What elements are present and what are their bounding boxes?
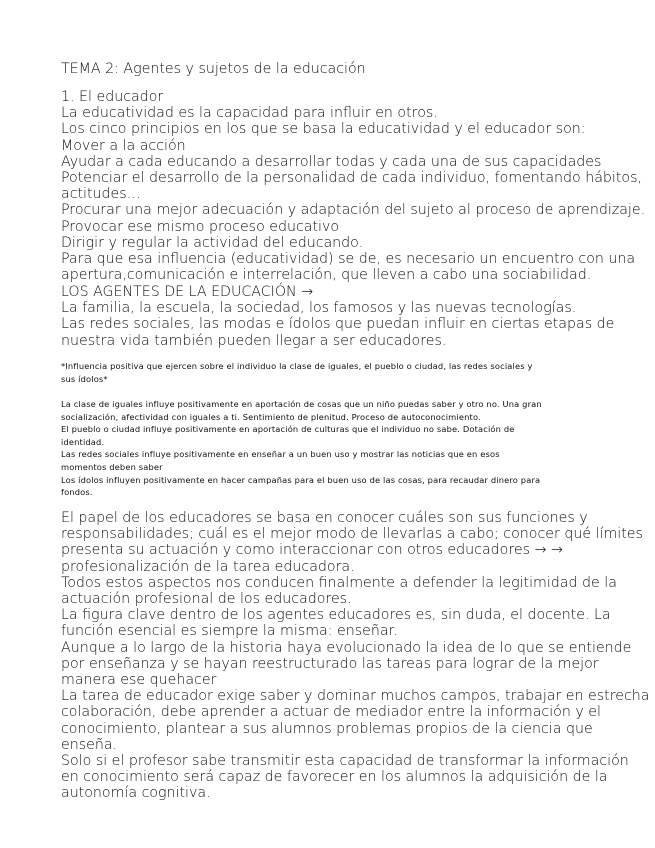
detail-line: Los ídolos influyen positivamente en hacer campañas para el buen uso de las cosas, para recaudar dinero para — [61, 474, 541, 485]
detail-line: La clase de iguales influye positivamente en aportación de cosas que un niño puedas saber y otro no. Una gran — [61, 399, 542, 409]
text-line: Los cinco principios en los que se basa la educatividad y el educador son: — [61, 121, 586, 138]
text-line: conocimiento, plantear a sus alumnos problemas propios de la ciencia que — [61, 720, 593, 737]
text-line: manera ese quehacer — [61, 672, 217, 689]
text-line: Aunque a lo largo de la historia haya evolucionado la idea de lo que se entiende — [61, 639, 632, 656]
text-line: profesionalización de la tarea educadora. — [61, 558, 355, 575]
text-line: Ayudar a cada educando a desarrollar todas y cada una de sus capacidades — [61, 153, 602, 170]
note-line: sus ídolos* — [61, 373, 108, 384]
note-block — [61, 360, 591, 385]
section-heading: LOS AGENTES DE LA EDUCACIÓN → — [61, 284, 314, 300]
text-line: Provocar ese mismo proceso educativo — [61, 218, 340, 235]
text-line: Mover a la acción — [61, 137, 186, 154]
section-heading: 1. El educador — [61, 89, 164, 105]
text-line: La tarea de educador exige saber y dominar muchos campos, trabajar en estrecha — [61, 688, 650, 705]
note-line: *Influencia positiva que ejercen sobre el individuo la clase de iguales, el pueblo o ciudad, las redes sociales y — [61, 361, 533, 371]
detail-line: momentos deben saber — [61, 461, 163, 472]
text-line: Potenciar el desarrollo de la personalidad de cada individuo, fomentando hábitos, — [61, 170, 643, 187]
detail-line: fondos. — [61, 487, 93, 498]
text-line: responsabilidades; cuál es el mejor modo de llevarlas a cabo; conocer qué límites — [61, 526, 643, 543]
text-line: colaboración, debe aprender a actuar de mediador entre la información y el — [61, 704, 601, 721]
text-line: función esencial es siempre la misma: enseñar. — [61, 623, 398, 640]
text-line: Procurar una mejor adecuación y adaptación del sujeto al proceso de aprendizaje. — [61, 202, 646, 219]
text-line: actuación profesional de los educadores. — [61, 591, 352, 608]
text-line: El papel de los educadores se basa en conocer cuáles son sus funciones y — [61, 510, 588, 526]
text-line: en conocimiento será capaz de favorecer en los alumnos la adquisición de la — [61, 769, 608, 786]
section-agentes — [61, 284, 621, 349]
section-papel-educadores — [61, 510, 650, 802]
document-title: TEMA 2: Agentes y sujetos de la educación — [61, 61, 366, 77]
text-line: nuestra vida también pueden llegar a ser educadores. — [61, 332, 447, 349]
detail-line: Las redes sociales influye positivamente en enseñar a un buen uso y mostrar las noticias que en esos — [61, 449, 500, 460]
text-line: Dirigir y regular la actividad del educando. — [61, 234, 364, 251]
details-block — [61, 398, 591, 499]
text-line: enseña. — [61, 736, 118, 753]
text-line: La educatividad es la capacidad para influir en otros. — [61, 105, 438, 122]
text-line: Para que esa influencia (educatividad) se de, es necesario un encuentro con una — [61, 251, 636, 268]
text-line: presenta su actuación y como interaccionar con otros educadores → → — [61, 542, 563, 559]
text-line: por enseñanza y se hayan reestructurado las tareas para lograr de la mejor — [61, 655, 599, 672]
text-line: La familia, la escuela, la sociedad, los famosos y las nuevas tecnologías. — [61, 300, 577, 317]
detail-line: El pueblo o ciudad influye positivamente en aportación de culturas que el individuo no sabe. Dotación de — [61, 424, 515, 435]
text-line: autonomía cognitiva. — [61, 785, 211, 802]
detail-line: socialización, afectividad con iguales a ti. Sentimiento de plenitud. Proceso de autoconocimiento. — [61, 411, 481, 422]
text-line: Solo si el profesor sabe transmitir esta capacidad de transformar la información — [61, 753, 629, 770]
text-line: Todos estos aspectos nos conducen finalmente a defender la legitimidad de la — [61, 574, 617, 591]
text-line: actitudes… — [61, 186, 141, 203]
detail-line: identidad. — [61, 436, 105, 447]
section-educador — [61, 89, 646, 284]
text-line: apertura,comunicación e interrelación, que lleven a cabo una sociabilidad. — [61, 267, 592, 284]
text-line: Las redes sociales, las modas e ídolos que puedan influir en ciertas etapas de — [61, 316, 615, 333]
text-line: La figura clave dentro de los agentes educadores es, sin duda, el docente. La — [61, 607, 611, 624]
